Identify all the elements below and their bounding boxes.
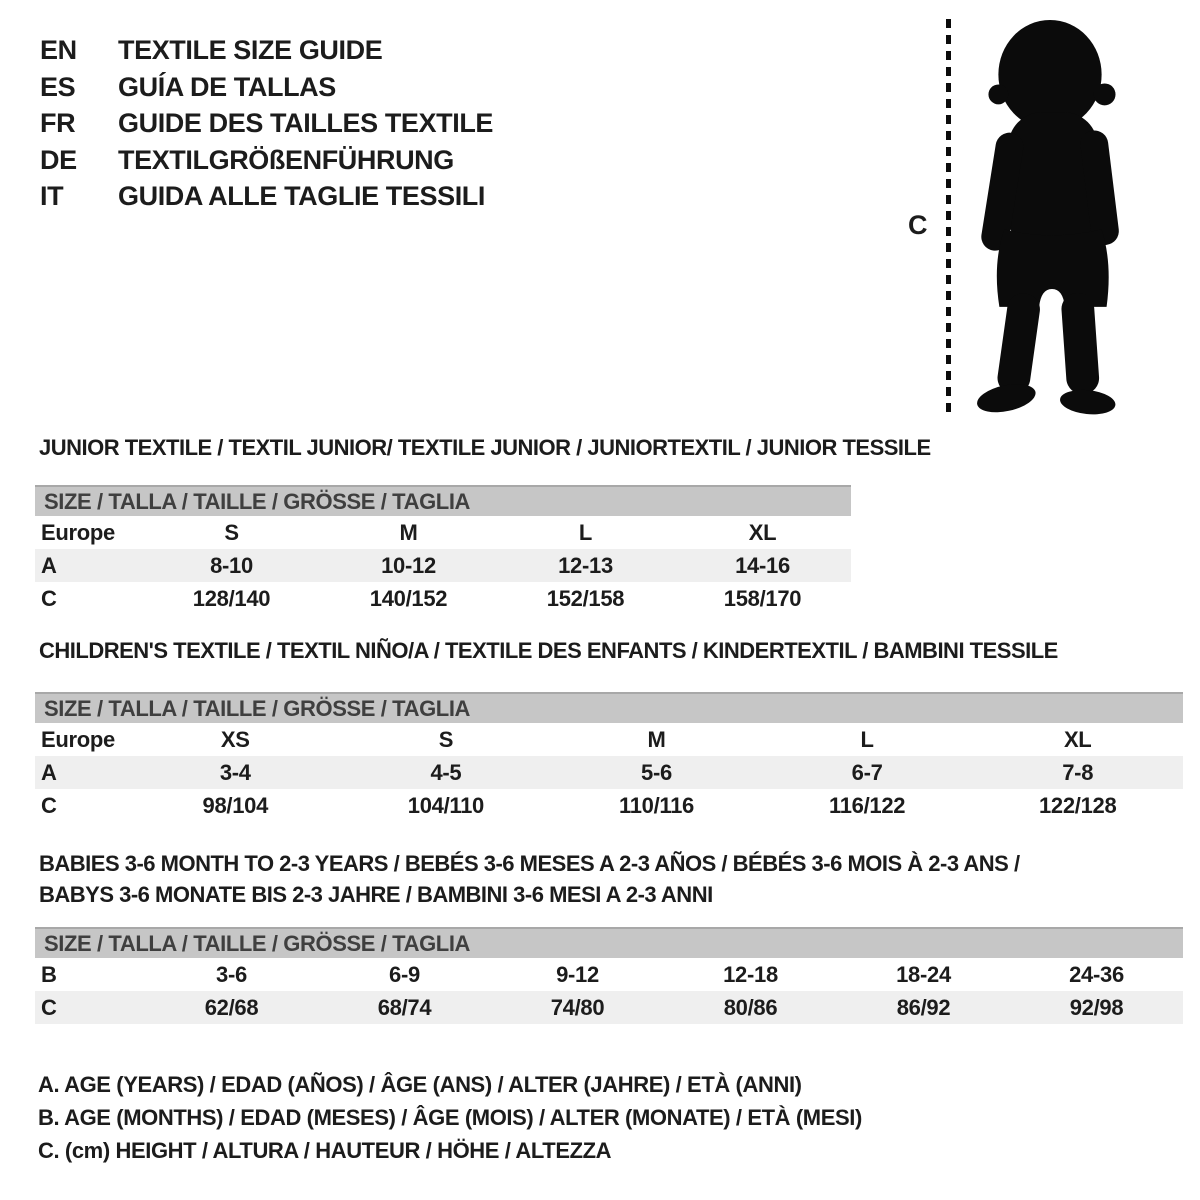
table-row-europe	[35, 516, 851, 549]
value-cell: 9-12	[556, 961, 599, 987]
value-cell: 62/68	[204, 994, 259, 1020]
childrens-textile-section	[35, 638, 1183, 822]
size-cell: XS	[220, 726, 250, 752]
language-list	[40, 32, 493, 215]
size-cell: S	[438, 726, 454, 752]
size-cell: XL	[1063, 726, 1092, 752]
row-label: C	[41, 994, 57, 1020]
language-title: GUIDA ALLE TAGLIE TESSILI	[118, 181, 485, 212]
height-measure-label: C	[908, 210, 928, 240]
section-title-line2: BABYS 3-6 MONATE BIS 2-3 JAHRE / BAMBINI 3-6 MESI A 2-3 ANNI	[39, 882, 713, 907]
size-cell: XL	[748, 519, 777, 545]
value-cell: 86/92	[896, 994, 951, 1020]
value-cell: 24-36	[1069, 961, 1124, 987]
measurement-legend	[38, 1068, 862, 1167]
value-cell: 110/116	[618, 792, 694, 818]
language-code: DE	[40, 144, 77, 175]
language-title: GUIDE DES TAILLES TEXTILE	[118, 108, 494, 139]
value-cell: 6-9	[389, 961, 420, 987]
language-row-fr	[40, 105, 493, 142]
size-header-bar: SIZE / TALLA / TAILLE / GRÖSSE / TAGLIA	[35, 927, 1183, 958]
size-header-bar: SIZE / TALLA / TAILLE / GRÖSSE / TAGLIA	[35, 485, 851, 516]
language-title: TEXTILGRÖßENFÜHRUNG	[118, 144, 454, 175]
row-label: C	[41, 792, 57, 818]
value-cell: 128/140	[192, 585, 271, 611]
row-label: Europe	[41, 726, 115, 752]
value-cell: 18-24	[896, 961, 951, 987]
size-cell: M	[399, 519, 418, 545]
table-row-height	[35, 582, 851, 615]
value-cell: 8-10	[210, 552, 253, 578]
value-cell: 3-6	[216, 961, 247, 987]
section-title: JUNIOR TEXTILE / TEXTIL JUNIOR/ TEXTILE JUNIOR / JUNIORTEXTIL / JUNIOR TESSILE	[39, 435, 931, 460]
language-code: IT	[40, 181, 64, 212]
row-label: A	[41, 552, 57, 578]
table-row-europe	[35, 723, 1183, 756]
value-cell: 98/104	[202, 792, 269, 818]
row-label: A	[41, 759, 57, 785]
language-code: ES	[40, 71, 76, 102]
row-label: C	[41, 585, 57, 611]
language-title: GUÍA DE TALLAS	[118, 71, 336, 102]
babies-textile-section	[35, 848, 1183, 1024]
size-cell: L	[860, 726, 874, 752]
row-label: B	[41, 961, 57, 987]
language-row-es	[40, 69, 493, 106]
language-code: EN	[40, 35, 77, 65]
value-cell: 122/128	[1038, 792, 1117, 818]
value-cell: 68/74	[377, 994, 432, 1020]
value-cell: 12-18	[723, 961, 778, 987]
table-row-age	[35, 756, 1183, 789]
size-header-bar: SIZE / TALLA / TAILLE / GRÖSSE / TAGLIA	[35, 692, 1183, 723]
height-measure-line	[946, 19, 951, 416]
value-cell: 158/170	[723, 585, 802, 611]
table-row-age	[35, 549, 851, 582]
section-title-line1: BABIES 3-6 MONTH TO 2-3 YEARS / BEBÉS 3-6 MESES A 2-3 AÑOS / BÉBÉS 3-6 MOIS À 2-3 ANS /	[39, 851, 1020, 876]
section-title: CHILDREN'S TEXTILE / TEXTIL NIÑO/A / TEXTILE DES ENFANTS / KINDERTEXTIL / BAMBINI TESSILE	[39, 638, 1058, 663]
value-cell: 6-7	[851, 759, 883, 785]
value-cell: 4-5	[430, 759, 462, 785]
value-cell: 116/122	[828, 792, 906, 818]
legend-line-c: C. (cm) HEIGHT / ALTURA / HAUTEUR / HÖHE / ALTEZZA	[38, 1138, 612, 1163]
legend-line-a: A. AGE (YEARS) / EDAD (AÑOS) / ÂGE (ANS) / ALTER (JAHRE) / ETÀ (ANNI)	[38, 1072, 802, 1097]
language-row-de	[40, 142, 493, 179]
value-cell: 74/80	[550, 994, 605, 1020]
legend-line-b: B. AGE (MONTHS) / EDAD (MESES) / ÂGE (MOIS) / ALTER (MONATE) / ETÀ (MESI)	[38, 1105, 862, 1130]
table-row-months	[35, 958, 1183, 991]
value-cell: 92/98	[1069, 994, 1124, 1020]
value-cell: 3-4	[219, 759, 251, 785]
value-cell: 152/158	[546, 585, 625, 611]
value-cell: 140/152	[369, 585, 448, 611]
toddler-silhouette-icon	[958, 13, 1142, 420]
language-row-it	[40, 178, 493, 215]
size-cell: S	[224, 519, 239, 545]
language-code: FR	[40, 108, 76, 139]
value-cell: 14-16	[735, 552, 790, 578]
language-row-en	[40, 32, 493, 69]
row-label: Europe	[41, 519, 115, 545]
value-cell: 10-12	[381, 552, 436, 578]
junior-textile-section	[35, 435, 931, 615]
language-title: TEXTILE SIZE GUIDE	[118, 35, 383, 65]
value-cell: 5-6	[641, 759, 672, 785]
value-cell: 104/110	[407, 792, 484, 818]
section-title	[35, 848, 1183, 910]
size-cell: M	[647, 726, 666, 752]
value-cell: 7-8	[1062, 759, 1094, 785]
value-cell: 12-13	[558, 552, 613, 578]
table-row-height	[35, 991, 1183, 1024]
table-row-height	[35, 789, 1183, 822]
size-cell: L	[578, 519, 593, 545]
value-cell: 80/86	[723, 994, 778, 1020]
